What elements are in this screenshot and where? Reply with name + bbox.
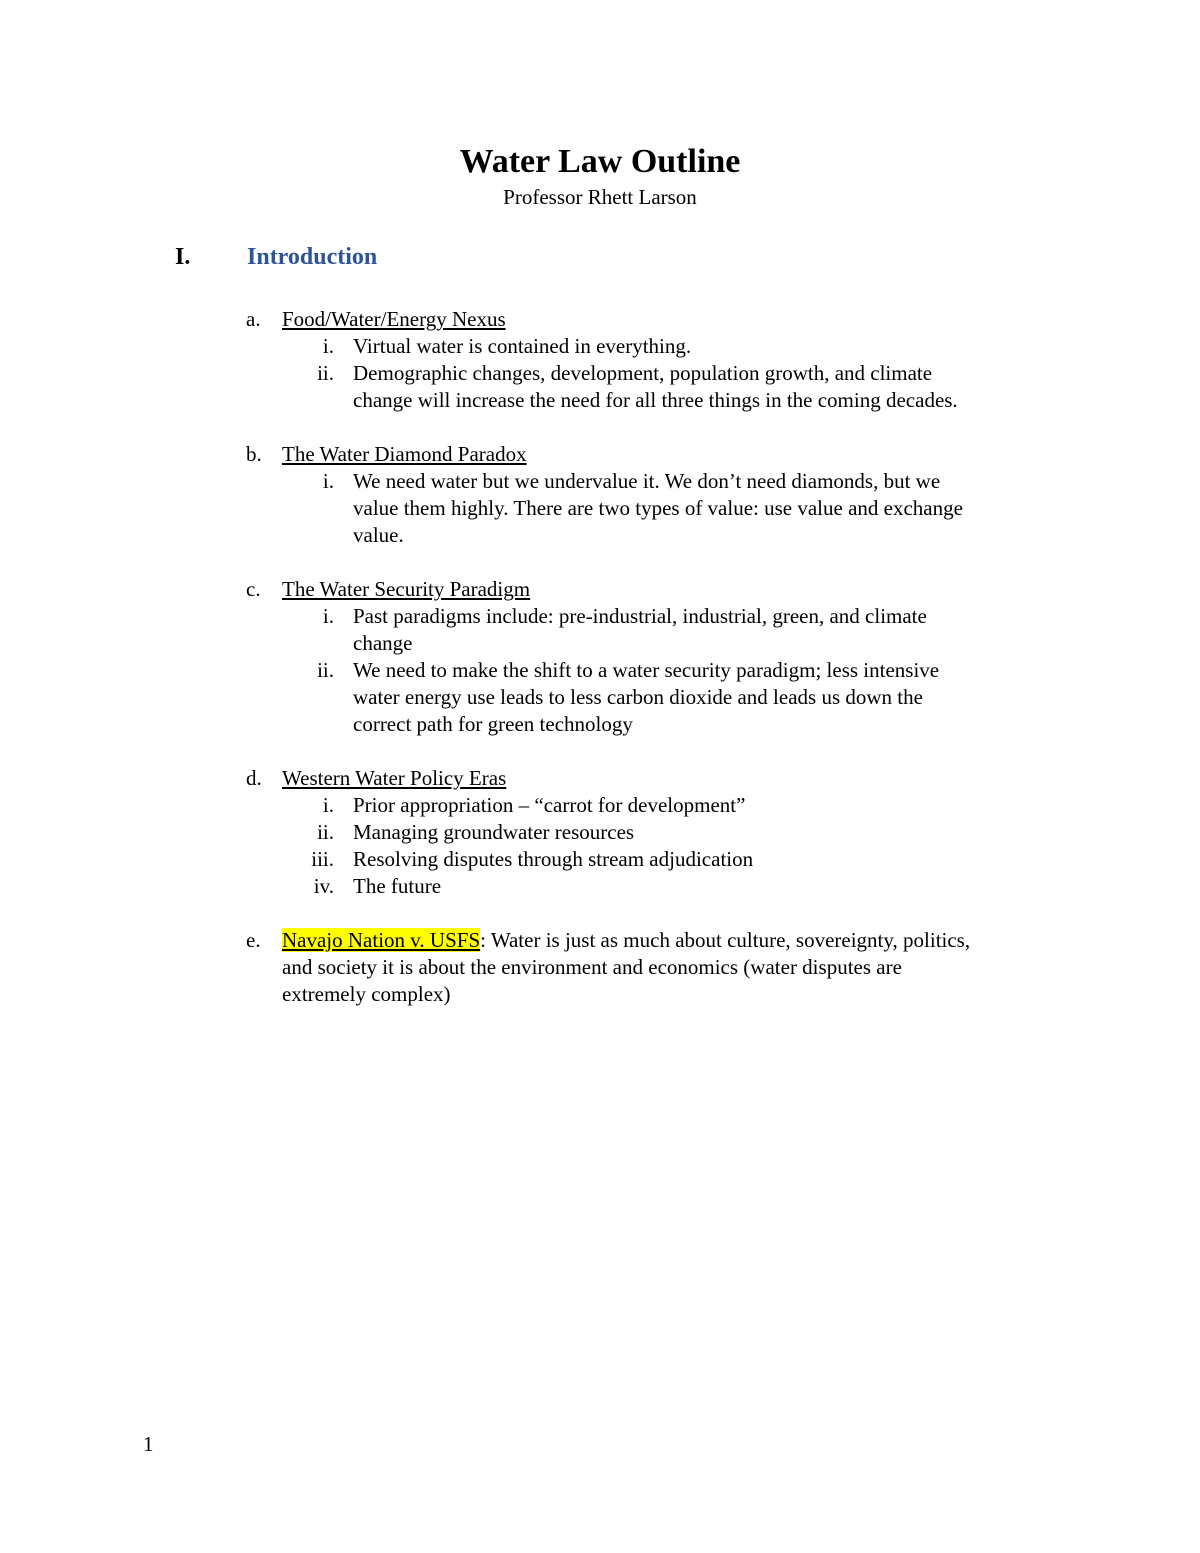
subitem-text: Virtual water is contained in everything. [353, 334, 692, 358]
subitem-text: Prior appropriation – “carrot for development” [353, 793, 746, 817]
highlighted-case-name: Navajo Nation v. USFS [282, 928, 481, 952]
subitem-numeral: iv. [313, 874, 334, 898]
subitem-numeral: i. [322, 793, 334, 817]
item-letter: e. [246, 928, 261, 952]
item-first-line [282, 927, 970, 954]
subitem-text: We need water but we undervalue it. We don’t need diamonds, but we [353, 469, 941, 493]
subitem-text: Resolving disputes through stream adjudication [353, 847, 754, 871]
subitem-numeral: i. [322, 334, 334, 358]
item-text: and society it is about the environment and economics (water disputes are [282, 955, 902, 979]
item-heading: Western Water Policy Eras [282, 766, 507, 790]
item-letter: a. [246, 307, 261, 331]
item-heading: Food/Water/Energy Nexus [282, 307, 506, 331]
subitem-numeral: ii. [317, 820, 334, 844]
section-number: I. [175, 244, 191, 270]
subitem-text: correct path for green technology [353, 712, 633, 736]
item-heading: The Water Diamond Paradox [282, 442, 527, 466]
item-letter: b. [246, 442, 262, 466]
subitem-text: Managing groundwater resources [353, 820, 635, 844]
item-heading: The Water Security Paradigm [282, 577, 531, 601]
subitem-text: change will increase the need for all three things in the coming decades. [353, 388, 958, 412]
item-text: extremely complex) [282, 982, 451, 1006]
section-title: Introduction [247, 244, 378, 270]
subitem-numeral: i. [322, 604, 334, 628]
subitem-text: Demographic changes, development, population growth, and climate [353, 361, 933, 385]
subitem-text: The future [353, 874, 442, 898]
subitem-text: value them highly. There are two types of value: use value and exchange [353, 496, 963, 520]
subitem-numeral: ii. [317, 361, 334, 385]
document-title: Water Law Outline [459, 143, 741, 180]
subitem-numeral: i. [322, 469, 334, 493]
subitem-text: value. [353, 523, 404, 547]
document-subtitle: Professor Rhett Larson [503, 185, 697, 209]
subitem-numeral: iii. [311, 847, 334, 871]
item-text: : Water is just as much about culture, sovereignty, politics, [480, 928, 971, 952]
subitem-text: water energy use leads to less carbon dioxide and leads us down the [353, 685, 923, 709]
item-letter: d. [246, 766, 262, 790]
item-letter: c. [246, 577, 261, 601]
subitem-numeral: ii. [317, 658, 334, 682]
page-number: 1 [143, 1432, 154, 1456]
subitem-text: We need to make the shift to a water security paradigm; less intensive [353, 658, 940, 682]
subitem-text: Past paradigms include: pre-industrial, industrial, green, and climate [353, 604, 927, 628]
subitem-text: change [353, 631, 413, 655]
